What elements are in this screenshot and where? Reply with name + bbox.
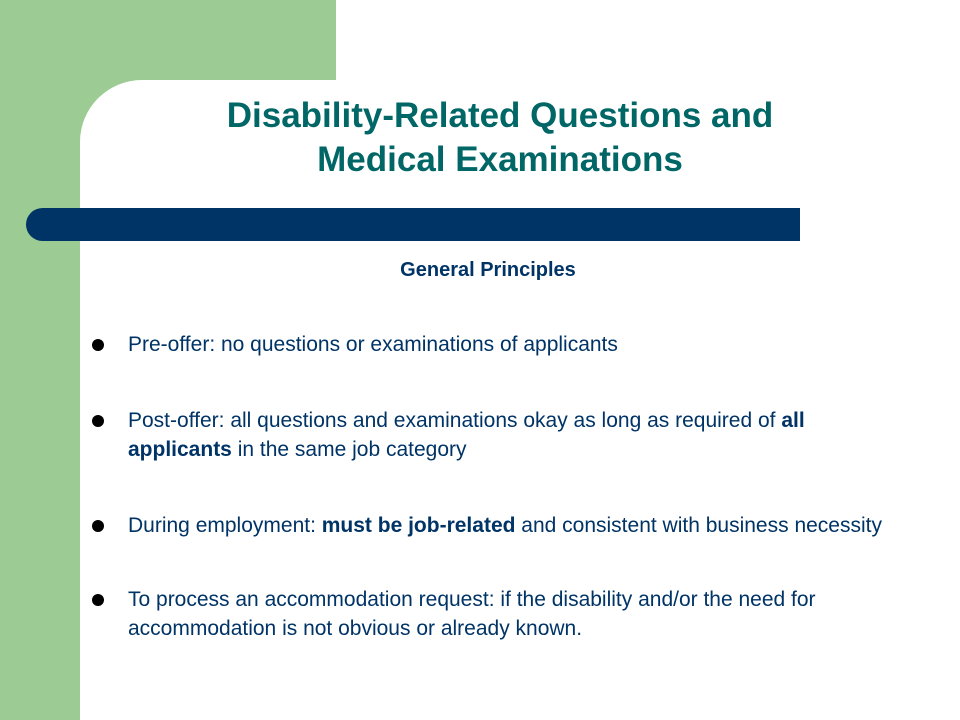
title-line-2: Medical Examinations	[317, 140, 683, 179]
bullet-item-post-offer	[91, 406, 891, 464]
bullet-text: Post-offer: all questions and examinations okay as long as required of	[128, 409, 782, 432]
bullet-emphasis: must be job-related	[321, 514, 516, 537]
bullet-dot-icon	[92, 415, 104, 427]
bullet-list	[91, 330, 891, 643]
bullet-emphasis: all applicants	[128, 409, 805, 461]
bullet-dot-icon	[92, 594, 104, 606]
bullet-dot-icon	[92, 520, 104, 532]
title-line-1: Disability-Related Questions and	[226, 96, 774, 135]
bullet-item-accommodation-request	[91, 585, 891, 643]
bullet-text: To process an accommodation request: if the disability and/or the need for accommodation is not obvious or already known.	[128, 588, 816, 640]
bullet-text: During employment:	[128, 514, 322, 537]
slide-title	[120, 94, 880, 182]
bullet-text: in the same job category	[231, 438, 467, 461]
title-divider-bar	[26, 208, 800, 241]
bullet-item-during-employment	[91, 511, 891, 540]
bullet-text: Pre-offer: no questions or examinations of applicants	[128, 333, 618, 356]
bullet-dot-icon	[92, 339, 104, 351]
bullet-item-pre-offer	[91, 330, 891, 359]
bullet-text: and consistent with business necessity	[515, 514, 882, 537]
section-subtitle: General Principles	[400, 259, 576, 281]
